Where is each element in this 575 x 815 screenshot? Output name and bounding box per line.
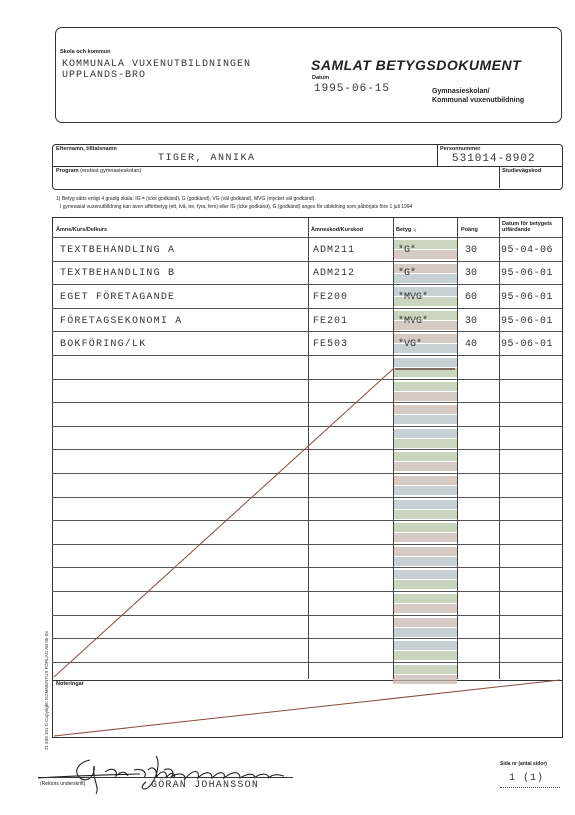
col-header-grade: Betyg 1) (396, 227, 417, 233)
document-title: SAMLAT BETYGSDOKUMENT (311, 57, 522, 73)
grading-footnote-2: I gymnasial vuxenutbildning kan även sifferbetyg (ett, två, tre, fyra, fem) eller IG (icke godkänd), G (godkänd) anges för utbildning som påbörjats före 1 juli 1994 (60, 204, 413, 210)
signature-line (38, 777, 293, 778)
studievag-label: Studievägskod (502, 168, 542, 174)
row-date: 95-06-01 (501, 268, 554, 279)
row-code: ADM212 (313, 268, 356, 279)
page-number: 1 (1) (509, 773, 545, 784)
student-name: TIGER, ANNIKA (158, 153, 256, 164)
row-code: FE201 (313, 316, 349, 327)
row-code: ADM211 (313, 245, 356, 256)
row-points: 30 (465, 245, 478, 256)
row-grade: *G* (398, 245, 417, 256)
row-date: 95-06-01 (501, 316, 554, 327)
school-type-line1: Gymnasieskolan/ (432, 88, 490, 95)
page-label: Sida nr (antal sidor) (500, 761, 547, 767)
row-points: 30 (465, 268, 478, 279)
date-label: Datum (312, 75, 330, 81)
pnr-label: Personnummer (440, 146, 481, 152)
name-label: Efternamn, tilltalsnamn (56, 146, 117, 152)
row-subject: FÖRETAGSEKONOMI A (60, 316, 183, 327)
grading-footnote: 1) Betyg sätts enligt 4 gradig skala: IG = (icke godkänd), G (godkänd), VG (väl godkänd), MVG (mycket väl godkänd). (56, 196, 316, 202)
notes-label: Noteringar (56, 681, 84, 687)
copyright-margin: 21 638 101 © Copyright: KOMMENTUS FÖRLAG AB 95-04 (44, 631, 49, 750)
row-points: 30 (465, 316, 478, 327)
col-header-subject: Ämne/Kurs/Delkurs (56, 227, 108, 233)
school-label: Skola och kommun (60, 49, 111, 55)
row-points: 60 (465, 292, 478, 303)
row-code: FE200 (313, 292, 349, 303)
row-subject: TEXTBEHANDLING A (60, 245, 176, 256)
program-label: Program (endast gymnasieskolan) (56, 168, 142, 174)
school-municipality: UPPLANDS-BRO (62, 70, 147, 81)
row-points: 40 (465, 339, 478, 350)
col-header-date: Datum för betygets utfärdande (502, 221, 553, 233)
document-date: 1995-06-15 (314, 83, 391, 95)
signature-role-label: (Rektors underskrift) (40, 781, 86, 787)
school-type-line2: Kommunal vuxenutbildning (432, 97, 525, 104)
row-code: FE503 (313, 339, 349, 350)
personal-number: 531014-8902 (452, 153, 536, 165)
col-header-points: Poäng (461, 227, 478, 233)
strike-line-notes (54, 680, 560, 736)
row-subject: BOKFÖRING/LK (60, 339, 147, 350)
school-name: KOMMUNALA VUXENUTBILDNINGEN (62, 59, 252, 70)
row-date: 95-06-01 (501, 339, 554, 350)
row-subject: EGET FÖRETAGANDE (60, 292, 176, 303)
row-subject: TEXTBEHANDLING B (60, 268, 176, 279)
row-grade: *MVG* (398, 316, 429, 327)
row-grade: *VG* (398, 339, 423, 350)
signer-name: GÖRAN JOHANSSON (151, 780, 260, 791)
col-header-code: Ämneskod/Kurskod (311, 227, 363, 233)
strike-line-table (54, 369, 393, 677)
row-date: 95-06-01 (501, 292, 554, 303)
row-date: 95-04-06 (501, 245, 554, 256)
row-grade: *G* (398, 268, 417, 279)
row-grade: *MVG* (398, 292, 429, 303)
